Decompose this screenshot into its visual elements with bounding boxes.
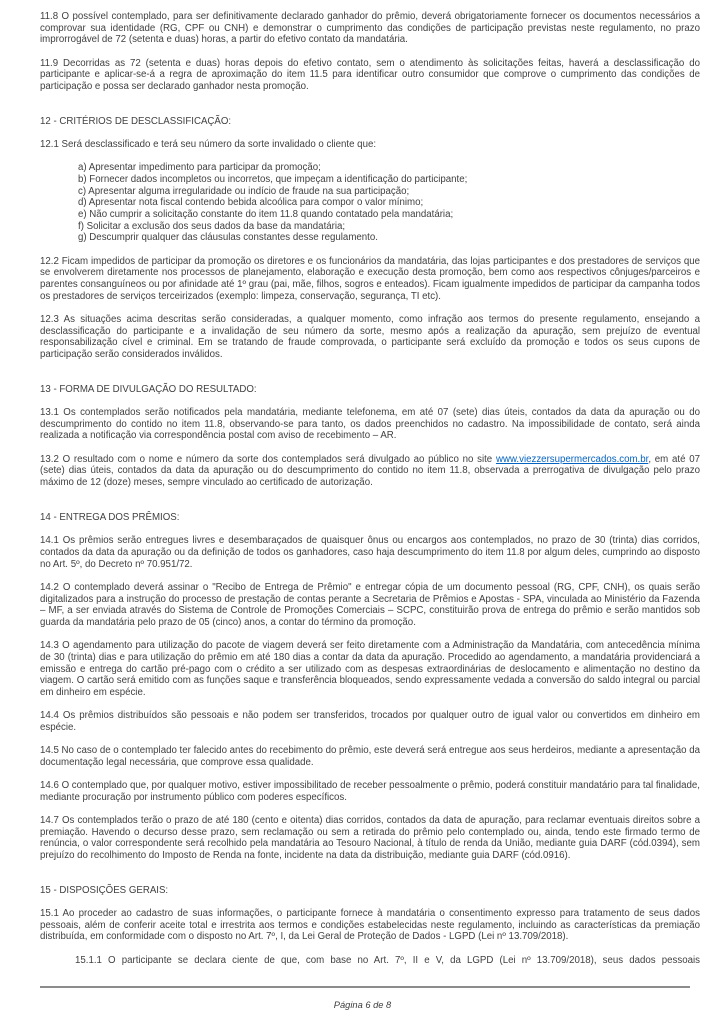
clause-11-9: 11.9 Decorridas as 72 (setenta e duas) horas depois do efetivo contato, sem o atendimento às solicitações feitas, haverá a desclassificação do participante e aplicar-se-á a regra de aproximação do item 11.5 para identificar outro consumidor que comprove o cumprimento das condições de participação e possa ser declarado ganhador nesta promoção. bbox=[40, 57, 700, 92]
clause-12-3: 12.3 As situações acima descritas serão consideradas, a qualquer momento, como infração aos termos do presente regulamento, ensejando a desclassificação do participante e a invalidação de seu número da sorte, mesmo após a realização da apuração, sem prejuízo de eventual responsabilização cível e criminal. Em se tratando de fraude comprovada, o participante será excluído da promoção e todos os seus cupons de participação serão considerados inválidos. bbox=[40, 313, 700, 360]
clause-14-4: 14.4 Os prêmios distribuídos são pessoais e não podem ser transferidos, trocados por qualquer outro de igual valor ou convertidos em dinheiro em espécie. bbox=[40, 710, 700, 733]
clause-15-1: 15.1 Ao proceder ao cadastro de suas informações, o participante fornece à mandatária o consentimento expresso para tratamento de seus dados pessoais, além de conferir aceite total e irrestrita aos termos e condições estabelecidas neste regulamento, incluindo as características da premiação distribuída, em conformidade com o disposto no Art. 7º, I, da Lei Geral de Proteção de Dados - LGPD (Lei nº 13.709/2018). bbox=[40, 908, 700, 943]
clause-12-1: 12.1 Será desclassificado e terá seu número da sorte invalidado o cliente que: bbox=[40, 139, 377, 151]
clause-14-7: 14.7 Os contemplados terão o prazo de até 180 (cento e oitenta) dias corridos, contados da data de apuração, para reclamar eventuais direitos sobre a premiação. Havendo o decurso desse prazo, sem reclamação ou sem a retirada do prêmio pelo contemplado ou, ainda, tendo este firmado termo de renúncia, o valor correspondente será recolhido pela mandatária ao Tesouro Nacional, à título de renda da União, mediante guia DARF (cód.0394), sem prejuízo do recolhimento do Imposto de Renda na fonte, incidente na data da distribuição, mediante guia DARF (cód.0916). bbox=[40, 814, 700, 861]
clause-12-1-item-g: g) Descumprir qualquer das cláusulas constantes desse regulamento. bbox=[78, 232, 378, 244]
clause-14-6: 14.6 O contemplado que, por qualquer motivo, estiver impossibilitado de receber pessoalmente o prêmio, poderá constituir mandatário para tal finalidade, mediante procuração por instrumento público com poderes específicos. bbox=[40, 780, 700, 803]
clause-12-1-item-d: d) Apresentar nota fiscal contendo bebida alcoólica para compor o valor mínimo; bbox=[78, 197, 424, 209]
clause-12-2: 12.2 Ficam impedidos de participar da promoção os diretores e os funcionários da mandatária, das lojas participantes e dos prestadores de serviços que se envolverem diretamente nos processos de planejamento, elaboração e execução desta promoção, bem como aos respectivos cônjuges/parceiros e parentes consanguíneos ou por afinidade até 1º grau (pai, mãe, filhos, sogros e enteados). Ficam igualmente impedidos de participar da campanha todos os prestadores de serviços terceirizados (exemplo: limpeza, conservação, segurança, TI etc). bbox=[40, 255, 700, 302]
footer-divider bbox=[40, 986, 690, 988]
footer-page-number: Página 6 de 8 bbox=[333, 1000, 392, 1010]
promo-site-link[interactable]: www.viezzersupermercados.com.br bbox=[495, 453, 649, 465]
clause-12-1-list bbox=[40, 162, 700, 244]
clause-12-1-item-b: b) Fornecer dados incompletos ou incorretos, que impeçam a identificação do participante; bbox=[78, 174, 468, 186]
clause-15-1-1: 15.1.1 O participante se declara ciente de que, com base no Art. 7º, II e V, da LGPD (Lei nº 13.709/2018), seus dados pessoais bbox=[75, 954, 700, 966]
section-12-heading: 12 - CRITÉRIOS DE DESCLASSIFICAÇÃO: bbox=[40, 115, 232, 127]
clause-11-8: 11.8 O possível contemplado, para ser definitivamente declarado ganhador do prêmio, deverá obrigatoriamente fornecer os documentos necessários a comprovar sua identidade (RG, CPF ou CNH) e demonstrar o cumprimento das condições de participação previstas neste regulamento, no prazo improrrogável de 72 (setenta e duas) horas, a partir do efetivo contato da mandatária. bbox=[40, 11, 700, 46]
clause-13-2-text-after: , em até 07 (sete) dias úteis, contados da data da apuração ou do descumprimento do contido no item 11.8, observada a prerrogativa de divulgação pelo prazo máximo de 12 (doze) meses, sempre vinculado ao certificado de autorização. bbox=[40, 453, 700, 489]
clause-13-2-text-before: 13.2 O resultado com o nome e número da sorte dos contemplados será divulgado ao público no site bbox=[40, 453, 496, 465]
clause-14-2: 14.2 O contemplado deverá assinar o "Recibo de Entrega de Prêmio" e entregar cópia de um documento pessoal (RG, CPF, CNH), os quais serão digitalizados para a instrução do processo de prestação de contas perante a Secretaria de Prêmios e Apostas - SPA, vinculada ao Ministério da Fazenda – MF, a ser enviada através do Sistema de Controle de Promoções Comerciais – SCPC, constituirão prova de entrega do prêmio e serão mantidos sob guarda da mandatária pelo prazo de 05 (cinco) anos, a contar do término da promoção. bbox=[40, 581, 700, 628]
clause-12-1-item-a: a) Apresentar impedimento para participar da promoção; bbox=[78, 162, 321, 174]
section-13-heading: 13 - FORMA DE DIVULGAÇÃO DO RESULTADO: bbox=[40, 383, 257, 395]
clause-13-1: 13.1 Os contemplados serão notificados pela mandatária, mediante telefonema, em até 07 (sete) dias úteis, contados da data da apuração ou do descumprimento do contido no item 11.8, observando-se para tanto, os dados preenchidos no cadastro. Na impossibilidade de contato, será ainda realizada a notificação via correspondência postal com aviso de recebimento – AR. bbox=[40, 407, 700, 442]
clause-12-1-item-f: f) Solicitar a exclusão dos seus dados da base da mandatária; bbox=[78, 220, 346, 232]
clause-14-1: 14.1 Os prêmios serão entregues livres e desembaraçados de quaisquer ônus ou encargos aos contemplados, no prazo de 30 (trinta) dias corridos, contados da data da apuração ou da definição de todos os ganhadores, caso haja descumprimento do item 11.8 por algum deles, cumprindo ao disposto no Art. 5º, do Decreto nº 70.951/72. bbox=[40, 535, 700, 570]
section-14-heading: 14 - ENTREGA DOS PRÊMIOS: bbox=[40, 512, 180, 524]
clause-14-3: 14.3 O agendamento para utilização do pacote de viagem deverá ser feito diretamente com a Administração da Mandatária, com antecedência mínima de 30 (trinta) dias e para utilização do prêmio em até 180 dias a contar da data da apuração. Procedido ao agendamento, a mandatária providenciará a emissão e entrega do cartão pré-pago com o crédito a ser utilizado com as despesas extraordinárias de deslocamento e alimentação no destino da viagem. O cartão será emitido com as funções saque e transferência bloqueados, sendo expressamente vedada a conversão do saldo integral ou parcial em dinheiro em espécie. bbox=[40, 640, 700, 698]
section-15-heading: 15 - DISPOSIÇÕES GERAIS: bbox=[40, 884, 169, 896]
clause-12-1-item-e: e) Não cumprir a solicitação constante do item 11.8 quando contatado pela mandatária; bbox=[78, 209, 454, 221]
clause-12-1-item-c: c) Apresentar alguma irregularidade ou indício de fraude na sua participação; bbox=[78, 185, 410, 197]
clause-14-5: 14.5 No caso de o contemplado ter falecido antes do recebimento do prêmio, este deverá será entregue aos seus herdeiros, mediante a apresentação da documentação legal necessária, que comprove essa qualidade. bbox=[40, 745, 700, 768]
clause-13-2 bbox=[40, 454, 700, 489]
